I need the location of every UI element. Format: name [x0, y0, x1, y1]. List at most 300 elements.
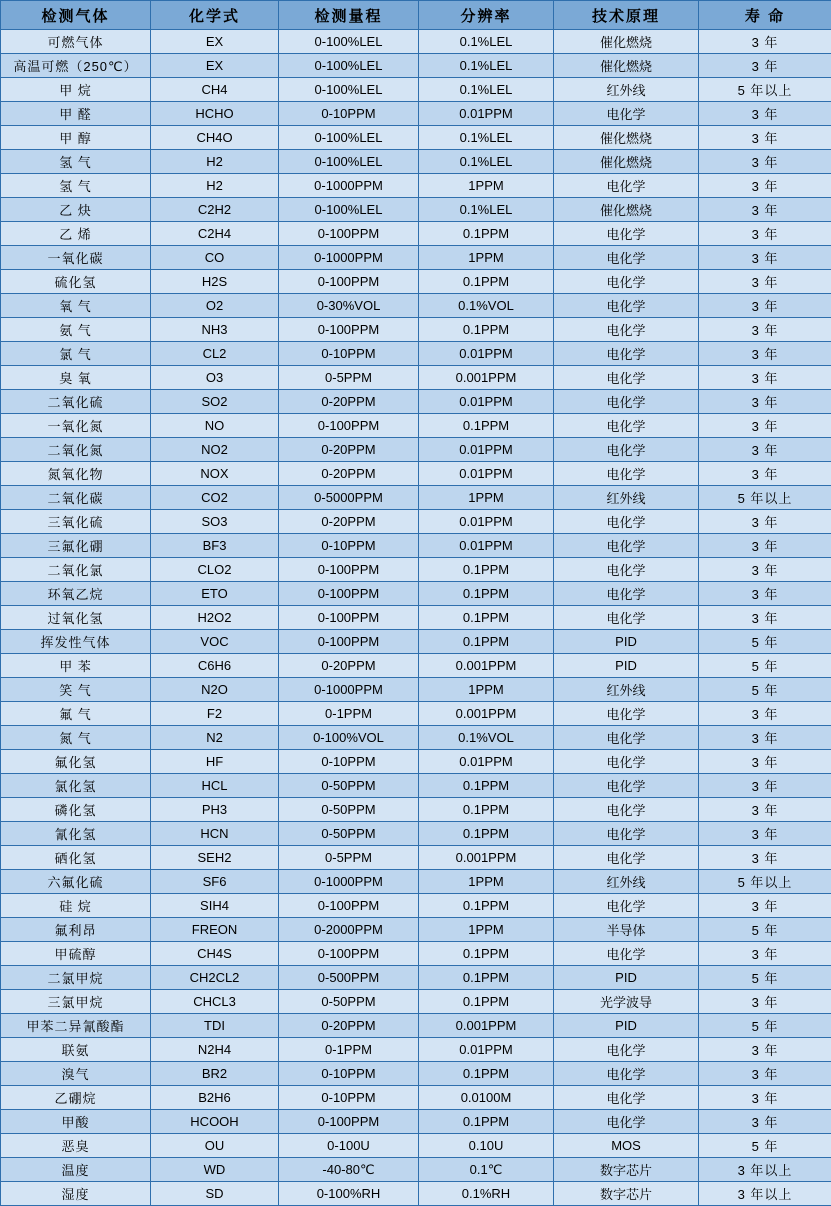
cell-gas-name: 硅 烷: [1, 894, 151, 918]
cell-detection-range: 0-10PPM: [279, 750, 419, 774]
cell-gas-name: 甲 苯: [1, 654, 151, 678]
cell-technical-principle: 电化学: [554, 510, 699, 534]
cell-lifetime: 3 年: [699, 822, 831, 846]
cell-detection-range: 0-100%LEL: [279, 126, 419, 150]
cell-lifetime: 3 年: [699, 270, 831, 294]
cell-lifetime: 5 年以上: [699, 486, 831, 510]
table-row: [1, 1182, 831, 1206]
cell-lifetime: 3 年: [699, 318, 831, 342]
cell-technical-principle: 电化学: [554, 222, 699, 246]
cell-resolution: 0.1PPM: [419, 990, 554, 1014]
cell-technical-principle: 催化燃烧: [554, 198, 699, 222]
cell-lifetime: 3 年: [699, 174, 831, 198]
cell-detection-range: 0-10PPM: [279, 1062, 419, 1086]
cell-detection-range: 0-50PPM: [279, 990, 419, 1014]
cell-technical-principle: 电化学: [554, 438, 699, 462]
cell-technical-principle: 电化学: [554, 1086, 699, 1110]
cell-detection-range: 0-100%LEL: [279, 30, 419, 54]
cell-chemical-formula: CH4O: [151, 126, 279, 150]
table-row: [1, 630, 831, 654]
cell-technical-principle: 数字芯片: [554, 1158, 699, 1182]
cell-technical-principle: PID: [554, 966, 699, 990]
cell-detection-range: 0-1PPM: [279, 1038, 419, 1062]
cell-chemical-formula: F2: [151, 702, 279, 726]
table-row: [1, 390, 831, 414]
cell-lifetime: 3 年: [699, 246, 831, 270]
cell-gas-name: 六氟化硫: [1, 870, 151, 894]
cell-technical-principle: MOS: [554, 1134, 699, 1158]
cell-resolution: 0.001PPM: [419, 1014, 554, 1038]
cell-chemical-formula: HCOOH: [151, 1110, 279, 1134]
cell-gas-name: 湿度: [1, 1182, 151, 1206]
cell-gas-name: 甲硫醇: [1, 942, 151, 966]
cell-gas-name: 溴气: [1, 1062, 151, 1086]
table-row: [1, 222, 831, 246]
cell-lifetime: 3 年: [699, 846, 831, 870]
table-row: [1, 654, 831, 678]
cell-technical-principle: 电化学: [554, 318, 699, 342]
cell-detection-range: 0-100PPM: [279, 582, 419, 606]
cell-resolution: 0.1PPM: [419, 558, 554, 582]
cell-detection-range: 0-100PPM: [279, 894, 419, 918]
cell-technical-principle: 光学波导: [554, 990, 699, 1014]
cell-resolution: 0.1PPM: [419, 582, 554, 606]
cell-resolution: 0.1%LEL: [419, 150, 554, 174]
cell-chemical-formula: NOX: [151, 462, 279, 486]
cell-detection-range: 0-10PPM: [279, 102, 419, 126]
cell-resolution: 0.001PPM: [419, 846, 554, 870]
cell-detection-range: 0-10PPM: [279, 534, 419, 558]
cell-technical-principle: 电化学: [554, 558, 699, 582]
table-row: [1, 174, 831, 198]
cell-detection-range: 0-100PPM: [279, 414, 419, 438]
cell-chemical-formula: H2S: [151, 270, 279, 294]
cell-lifetime: 5 年以上: [699, 78, 831, 102]
cell-resolution: 0.01PPM: [419, 1038, 554, 1062]
table-row: [1, 414, 831, 438]
cell-technical-principle: 红外线: [554, 678, 699, 702]
cell-technical-principle: 红外线: [554, 78, 699, 102]
cell-chemical-formula: N2O: [151, 678, 279, 702]
cell-lifetime: 5 年: [699, 1134, 831, 1158]
table-row: [1, 78, 831, 102]
cell-resolution: 1PPM: [419, 246, 554, 270]
cell-chemical-formula: SO2: [151, 390, 279, 414]
cell-detection-range: 0-100PPM: [279, 942, 419, 966]
cell-detection-range: 0-100PPM: [279, 222, 419, 246]
cell-gas-name: 氮 气: [1, 726, 151, 750]
cell-gas-name: 甲 醛: [1, 102, 151, 126]
cell-chemical-formula: EX: [151, 30, 279, 54]
cell-technical-principle: 催化燃烧: [554, 126, 699, 150]
cell-lifetime: 3 年: [699, 1110, 831, 1134]
cell-lifetime: 3 年: [699, 366, 831, 390]
cell-resolution: 0.1PPM: [419, 942, 554, 966]
cell-resolution: 0.1PPM: [419, 606, 554, 630]
cell-gas-name: 乙硼烷: [1, 1086, 151, 1110]
cell-resolution: 0.1%LEL: [419, 126, 554, 150]
cell-resolution: 1PPM: [419, 678, 554, 702]
cell-detection-range: 0-50PPM: [279, 822, 419, 846]
cell-resolution: 0.01PPM: [419, 750, 554, 774]
cell-lifetime: 5 年: [699, 918, 831, 942]
cell-technical-principle: 电化学: [554, 294, 699, 318]
cell-gas-name: 氨 气: [1, 318, 151, 342]
column-header-lifetime: 寿 命: [699, 1, 831, 30]
column-header-resolution: 分辨率: [419, 1, 554, 30]
column-header-principle: 技术原理: [554, 1, 699, 30]
cell-resolution: 0.01PPM: [419, 390, 554, 414]
cell-chemical-formula: VOC: [151, 630, 279, 654]
cell-lifetime: 3 年: [699, 726, 831, 750]
cell-gas-name: 三氯甲烷: [1, 990, 151, 1014]
cell-detection-range: 0-10PPM: [279, 342, 419, 366]
header-row: [1, 1, 831, 30]
cell-resolution: 0.0100M: [419, 1086, 554, 1110]
table-row: [1, 1110, 831, 1134]
cell-gas-name: 氟化氢: [1, 750, 151, 774]
cell-resolution: 0.1%VOL: [419, 726, 554, 750]
cell-gas-name: 甲苯二异氰酸酯: [1, 1014, 151, 1038]
cell-detection-range: 0-1000PPM: [279, 870, 419, 894]
cell-resolution: 0.1%LEL: [419, 198, 554, 222]
cell-chemical-formula: N2: [151, 726, 279, 750]
table-row: [1, 870, 831, 894]
table-row: [1, 846, 831, 870]
cell-chemical-formula: CL2: [151, 342, 279, 366]
cell-resolution: 0.1PPM: [419, 774, 554, 798]
table-row: [1, 1038, 831, 1062]
cell-detection-range: 0-20PPM: [279, 438, 419, 462]
cell-gas-name: 氰化氢: [1, 822, 151, 846]
cell-resolution: 0.1PPM: [419, 966, 554, 990]
cell-resolution: 0.001PPM: [419, 654, 554, 678]
table-row: [1, 534, 831, 558]
cell-resolution: 0.01PPM: [419, 102, 554, 126]
cell-resolution: 0.1PPM: [419, 822, 554, 846]
table-row: [1, 246, 831, 270]
table-row: [1, 510, 831, 534]
cell-resolution: 0.1PPM: [419, 318, 554, 342]
cell-chemical-formula: WD: [151, 1158, 279, 1182]
cell-gas-name: 一氧化碳: [1, 246, 151, 270]
cell-resolution: 0.1PPM: [419, 1110, 554, 1134]
cell-detection-range: 0-100PPM: [279, 270, 419, 294]
cell-technical-principle: 电化学: [554, 534, 699, 558]
cell-resolution: 0.01PPM: [419, 438, 554, 462]
cell-lifetime: 3 年: [699, 1086, 831, 1110]
cell-technical-principle: 电化学: [554, 414, 699, 438]
cell-detection-range: 0-100PPM: [279, 630, 419, 654]
cell-technical-principle: 红外线: [554, 870, 699, 894]
cell-gas-name: 氢 气: [1, 174, 151, 198]
cell-lifetime: 3 年: [699, 894, 831, 918]
cell-gas-name: 高温可燃（250℃）: [1, 54, 151, 78]
table-row: [1, 366, 831, 390]
cell-chemical-formula: N2H4: [151, 1038, 279, 1062]
cell-lifetime: 3 年: [699, 414, 831, 438]
cell-gas-name: 氟 气: [1, 702, 151, 726]
cell-lifetime: 3 年: [699, 294, 831, 318]
table-row: [1, 966, 831, 990]
cell-lifetime: 3 年: [699, 438, 831, 462]
cell-detection-range: -40-80℃: [279, 1158, 419, 1182]
table-row: [1, 822, 831, 846]
cell-gas-name: 甲 醇: [1, 126, 151, 150]
cell-resolution: 0.01PPM: [419, 462, 554, 486]
cell-resolution: 0.1%LEL: [419, 78, 554, 102]
cell-resolution: 0.1PPM: [419, 222, 554, 246]
cell-gas-name: 臭 氧: [1, 366, 151, 390]
cell-chemical-formula: SO3: [151, 510, 279, 534]
cell-gas-name: 甲 烷: [1, 78, 151, 102]
cell-resolution: 1PPM: [419, 486, 554, 510]
cell-resolution: 0.01PPM: [419, 510, 554, 534]
cell-lifetime: 3 年: [699, 606, 831, 630]
table-row: [1, 678, 831, 702]
cell-gas-name: 氯化氢: [1, 774, 151, 798]
cell-gas-name: 一氧化氮: [1, 414, 151, 438]
cell-gas-name: 乙 烯: [1, 222, 151, 246]
column-header-formula: 化学式: [151, 1, 279, 30]
cell-chemical-formula: NH3: [151, 318, 279, 342]
cell-technical-principle: 电化学: [554, 1062, 699, 1086]
cell-lifetime: 3 年: [699, 222, 831, 246]
cell-lifetime: 3 年: [699, 558, 831, 582]
cell-detection-range: 0-100%LEL: [279, 54, 419, 78]
cell-gas-name: 过氧化氢: [1, 606, 151, 630]
cell-resolution: 0.01PPM: [419, 342, 554, 366]
cell-lifetime: 3 年以上: [699, 1182, 831, 1206]
cell-detection-range: 0-1000PPM: [279, 246, 419, 270]
cell-technical-principle: 电化学: [554, 1110, 699, 1134]
cell-lifetime: 5 年以上: [699, 870, 831, 894]
table-row: [1, 30, 831, 54]
cell-resolution: 0.1%VOL: [419, 294, 554, 318]
cell-gas-name: 挥发性气体: [1, 630, 151, 654]
cell-chemical-formula: EX: [151, 54, 279, 78]
cell-technical-principle: 电化学: [554, 942, 699, 966]
cell-resolution: 0.1PPM: [419, 630, 554, 654]
cell-lifetime: 3 年: [699, 342, 831, 366]
cell-gas-name: 环氧乙烷: [1, 582, 151, 606]
cell-gas-name: 可燃气体: [1, 30, 151, 54]
table-row: [1, 702, 831, 726]
cell-detection-range: 0-50PPM: [279, 774, 419, 798]
cell-resolution: 0.1℃: [419, 1158, 554, 1182]
cell-lifetime: 3 年: [699, 462, 831, 486]
table-body: [1, 30, 831, 1206]
cell-lifetime: 3 年: [699, 942, 831, 966]
cell-resolution: 0.1PPM: [419, 270, 554, 294]
cell-chemical-formula: NO2: [151, 438, 279, 462]
table-row: [1, 150, 831, 174]
cell-detection-range: 0-5000PPM: [279, 486, 419, 510]
column-header-gas: 检测气体: [1, 1, 151, 30]
cell-resolution: 0.1PPM: [419, 1062, 554, 1086]
cell-gas-name: 氮氧化物: [1, 462, 151, 486]
cell-detection-range: 0-100U: [279, 1134, 419, 1158]
cell-resolution: 0.1%LEL: [419, 30, 554, 54]
cell-gas-name: 氧 气: [1, 294, 151, 318]
cell-technical-principle: 电化学: [554, 774, 699, 798]
cell-gas-name: 三氧化硫: [1, 510, 151, 534]
cell-chemical-formula: TDI: [151, 1014, 279, 1038]
cell-chemical-formula: HCHO: [151, 102, 279, 126]
cell-technical-principle: 电化学: [554, 390, 699, 414]
table-row: [1, 270, 831, 294]
table-row: [1, 798, 831, 822]
table-row: [1, 486, 831, 510]
cell-gas-name: 磷化氢: [1, 798, 151, 822]
cell-chemical-formula: CO: [151, 246, 279, 270]
cell-lifetime: 3 年: [699, 990, 831, 1014]
table-row: [1, 942, 831, 966]
cell-chemical-formula: HF: [151, 750, 279, 774]
cell-gas-name: 氯 气: [1, 342, 151, 366]
table-row: [1, 54, 831, 78]
cell-technical-principle: 电化学: [554, 822, 699, 846]
cell-chemical-formula: CH4S: [151, 942, 279, 966]
cell-gas-name: 二氯甲烷: [1, 966, 151, 990]
cell-gas-name: 笑 气: [1, 678, 151, 702]
cell-lifetime: 5 年: [699, 678, 831, 702]
table-row: [1, 606, 831, 630]
cell-gas-name: 温度: [1, 1158, 151, 1182]
cell-technical-principle: 数字芯片: [554, 1182, 699, 1206]
cell-technical-principle: 电化学: [554, 270, 699, 294]
cell-detection-range: 0-20PPM: [279, 1014, 419, 1038]
cell-resolution: 1PPM: [419, 870, 554, 894]
table-row: [1, 894, 831, 918]
cell-chemical-formula: C6H6: [151, 654, 279, 678]
cell-chemical-formula: ETO: [151, 582, 279, 606]
cell-chemical-formula: FREON: [151, 918, 279, 942]
cell-chemical-formula: C2H4: [151, 222, 279, 246]
cell-technical-principle: 电化学: [554, 342, 699, 366]
cell-chemical-formula: HCN: [151, 822, 279, 846]
cell-technical-principle: 半导体: [554, 918, 699, 942]
cell-detection-range: 0-100PPM: [279, 318, 419, 342]
cell-technical-principle: 电化学: [554, 702, 699, 726]
cell-technical-principle: 催化燃烧: [554, 54, 699, 78]
cell-lifetime: 3 年: [699, 702, 831, 726]
cell-chemical-formula: SIH4: [151, 894, 279, 918]
cell-gas-name: 三氟化硼: [1, 534, 151, 558]
table-row: [1, 1086, 831, 1110]
cell-chemical-formula: BF3: [151, 534, 279, 558]
table-row: [1, 198, 831, 222]
cell-lifetime: 3 年: [699, 750, 831, 774]
table-row: [1, 558, 831, 582]
cell-lifetime: 5 年: [699, 630, 831, 654]
cell-technical-principle: 催化燃烧: [554, 30, 699, 54]
cell-detection-range: 0-100%LEL: [279, 198, 419, 222]
cell-detection-range: 0-5PPM: [279, 846, 419, 870]
cell-resolution: 0.1PPM: [419, 894, 554, 918]
cell-resolution: 0.1PPM: [419, 798, 554, 822]
cell-detection-range: 0-500PPM: [279, 966, 419, 990]
cell-chemical-formula: CH4: [151, 78, 279, 102]
cell-resolution: 0.001PPM: [419, 366, 554, 390]
cell-lifetime: 5 年: [699, 654, 831, 678]
cell-detection-range: 0-50PPM: [279, 798, 419, 822]
cell-technical-principle: 电化学: [554, 750, 699, 774]
cell-detection-range: 0-100%VOL: [279, 726, 419, 750]
cell-lifetime: 5 年: [699, 1014, 831, 1038]
cell-chemical-formula: C2H2: [151, 198, 279, 222]
cell-gas-name: 二氧化氮: [1, 438, 151, 462]
cell-gas-name: 恶臭: [1, 1134, 151, 1158]
cell-gas-name: 联氨: [1, 1038, 151, 1062]
table-row: [1, 318, 831, 342]
cell-chemical-formula: O3: [151, 366, 279, 390]
cell-chemical-formula: SF6: [151, 870, 279, 894]
cell-chemical-formula: O2: [151, 294, 279, 318]
cell-detection-range: 0-100%RH: [279, 1182, 419, 1206]
table-row: [1, 294, 831, 318]
cell-lifetime: 3 年: [699, 798, 831, 822]
cell-gas-name: 硫化氢: [1, 270, 151, 294]
cell-detection-range: 0-20PPM: [279, 510, 419, 534]
cell-detection-range: 0-2000PPM: [279, 918, 419, 942]
cell-chemical-formula: CO2: [151, 486, 279, 510]
cell-lifetime: 3 年: [699, 390, 831, 414]
cell-technical-principle: 电化学: [554, 606, 699, 630]
cell-detection-range: 0-20PPM: [279, 654, 419, 678]
cell-chemical-formula: BR2: [151, 1062, 279, 1086]
cell-resolution: 0.1%LEL: [419, 54, 554, 78]
cell-gas-name: 二氧化氯: [1, 558, 151, 582]
cell-detection-range: 0-100%LEL: [279, 150, 419, 174]
cell-detection-range: 0-100PPM: [279, 1110, 419, 1134]
cell-technical-principle: 催化燃烧: [554, 150, 699, 174]
cell-chemical-formula: HCL: [151, 774, 279, 798]
table-row: [1, 1014, 831, 1038]
cell-lifetime: 3 年: [699, 534, 831, 558]
cell-gas-name: 硒化氢: [1, 846, 151, 870]
cell-technical-principle: 电化学: [554, 726, 699, 750]
cell-lifetime: 3 年: [699, 582, 831, 606]
cell-chemical-formula: B2H6: [151, 1086, 279, 1110]
cell-chemical-formula: CHCL3: [151, 990, 279, 1014]
cell-lifetime: 5 年: [699, 966, 831, 990]
cell-detection-range: 0-100PPM: [279, 606, 419, 630]
cell-chemical-formula: H2: [151, 174, 279, 198]
cell-lifetime: 3 年: [699, 30, 831, 54]
cell-chemical-formula: H2O2: [151, 606, 279, 630]
table-row: [1, 438, 831, 462]
table-row: [1, 462, 831, 486]
cell-resolution: 0.01PPM: [419, 534, 554, 558]
table-row: [1, 918, 831, 942]
cell-gas-name: 甲酸: [1, 1110, 151, 1134]
table-row: [1, 342, 831, 366]
cell-chemical-formula: SD: [151, 1182, 279, 1206]
cell-resolution: 0.001PPM: [419, 702, 554, 726]
cell-chemical-formula: CH2CL2: [151, 966, 279, 990]
cell-technical-principle: 电化学: [554, 174, 699, 198]
cell-detection-range: 0-5PPM: [279, 366, 419, 390]
cell-chemical-formula: CLO2: [151, 558, 279, 582]
cell-lifetime: 3 年: [699, 54, 831, 78]
cell-gas-name: 氢 气: [1, 150, 151, 174]
cell-technical-principle: 红外线: [554, 486, 699, 510]
cell-chemical-formula: NO: [151, 414, 279, 438]
cell-lifetime: 3 年: [699, 126, 831, 150]
table-row: [1, 990, 831, 1014]
cell-technical-principle: 电化学: [554, 846, 699, 870]
